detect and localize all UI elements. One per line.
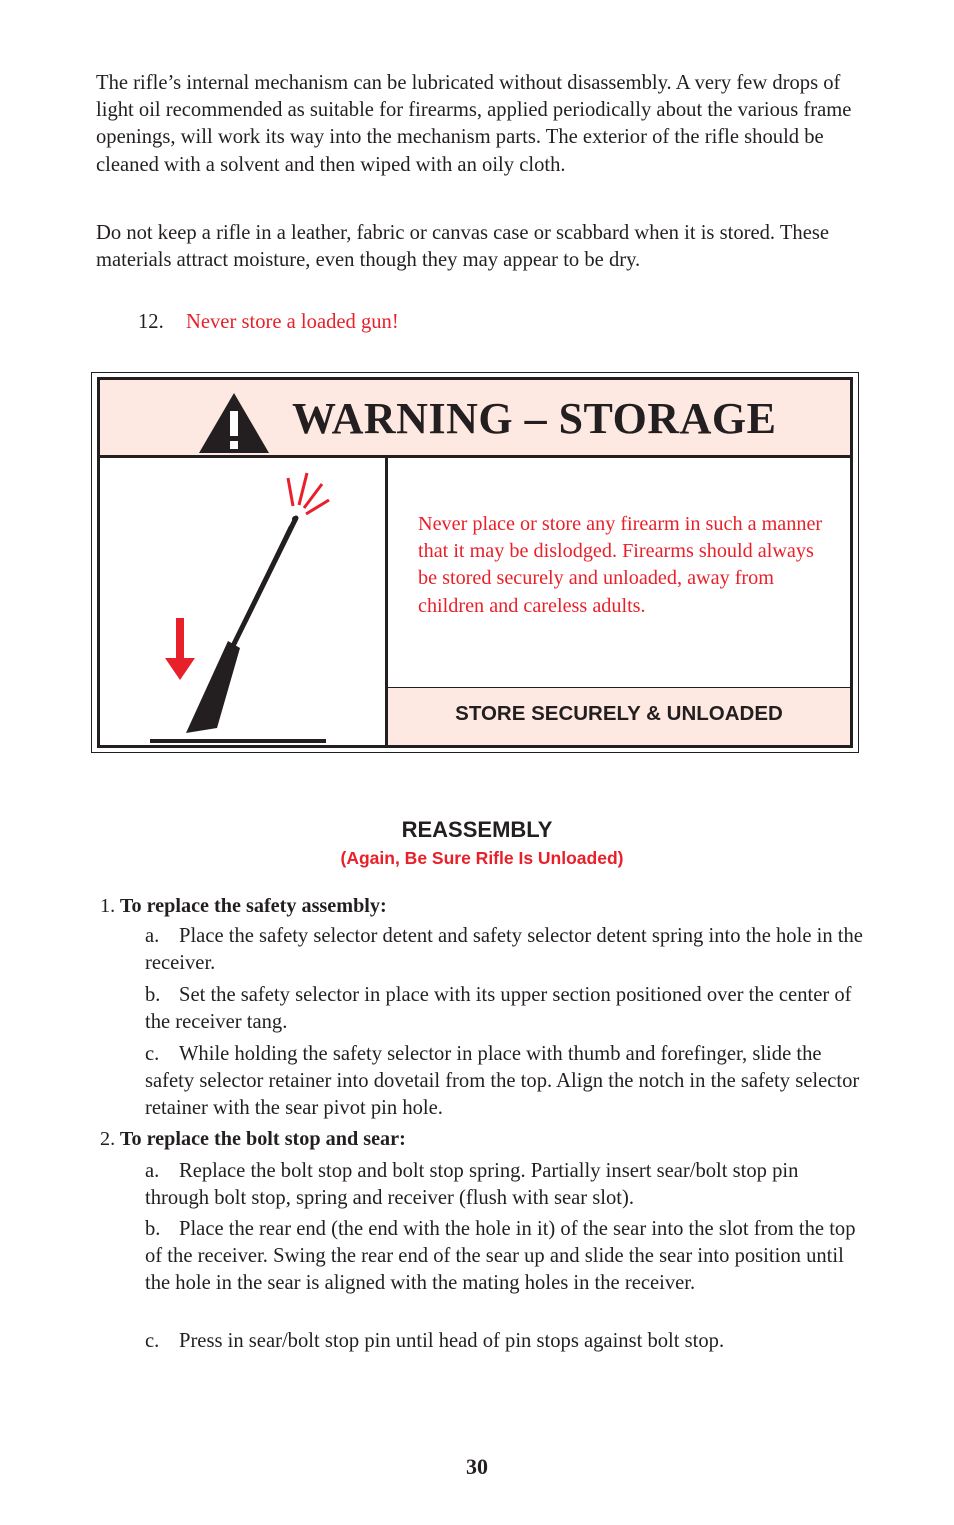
falling-rifle-icon (100, 458, 385, 755)
item-letter: c. (145, 1330, 160, 1352)
step-2c (145, 1328, 867, 1355)
numbered-item-12 (138, 309, 399, 336)
warning-box (91, 372, 859, 753)
step-2-heading (100, 1126, 406, 1153)
item-number: 12. (138, 311, 164, 333)
step-number: 1. (100, 895, 116, 917)
page-number: 30 (466, 1454, 488, 1479)
reassembly-subtitle: (Again, Be Sure Rifle Is Unloaded) (340, 848, 624, 868)
warning-box-inner (97, 377, 853, 748)
item-text: While holding the safety selector in place with thumb and forefinger, slide the safety selector retainer into dovetail from the top. Align the notch in the safety selector retainer with the sear pivot pin hole. (145, 1043, 860, 1120)
step-1c (145, 1041, 867, 1123)
step-2b (145, 1216, 867, 1298)
warning-title: WARNING – STORAGE (292, 394, 777, 443)
step-2a (145, 1158, 867, 1212)
step-heading-text: To replace the bolt stop and sear: (119, 1128, 406, 1150)
item-letter: a. (145, 1160, 160, 1182)
reassembly-title: REASSEMBLY (401, 817, 553, 842)
intro-paragraph-lubrication: The rifle’s internal mechanism can be lubricated without disassembly. A very few drops of light oil recommended as suitable for firearms, applied periodically about the various frame openings, will work its way into the mechanism parts. The exterior of the rifle should be cleaned with a solvent and then wiped with an oily cloth. (96, 72, 852, 176)
item-text: Set the safety selector in place with its upper section positioned over the center of the receiver tang. (145, 984, 852, 1034)
step-number: 2. (100, 1128, 116, 1150)
item-text: Never store a loaded gun! (186, 311, 399, 333)
warning-text: Never place or store any firearm in such a manner that it may be dislodged. Firearms should always be stored securely and unloaded, away from children and careless adults. (418, 513, 823, 617)
item-letter: c. (145, 1043, 160, 1065)
item-text: Place the rear end (the end with the hole in it) of the sear into the slot from the top of the receiver. Swing the rear end of the sear up and slide the sear into position until the hole in the sear is aligned with the mating holes in the receiver. (145, 1218, 856, 1295)
warning-header (100, 380, 850, 458)
intro-paragraph-storage-case: Do not keep a rifle in a leather, fabric or canvas case or scabbard when it is stored. These materials attract moisture, even though they may appear to be dry. (96, 222, 830, 272)
item-text: Place the safety selector detent and safety selector detent spring into the hole in the receiver. (145, 925, 863, 975)
warning-triangle-icon (197, 391, 271, 455)
step-1-heading (100, 893, 387, 920)
step-heading-text: To replace the safety assembly: (119, 895, 387, 917)
step-1b (145, 982, 867, 1036)
item-text: Press in sear/bolt stop pin until head of pin stops against bolt stop. (179, 1330, 725, 1352)
item-letter: b. (145, 1218, 161, 1240)
item-letter: a. (145, 925, 160, 947)
warning-footer: STORE SECURELY & UNLOADED (388, 687, 850, 745)
item-letter: b. (145, 984, 161, 1006)
step-1a (145, 923, 867, 977)
item-text: Replace the bolt stop and bolt stop spring. Partially insert sear/bolt stop pin through bolt stop, spring and receiver (flush with sear slot). (145, 1160, 799, 1210)
